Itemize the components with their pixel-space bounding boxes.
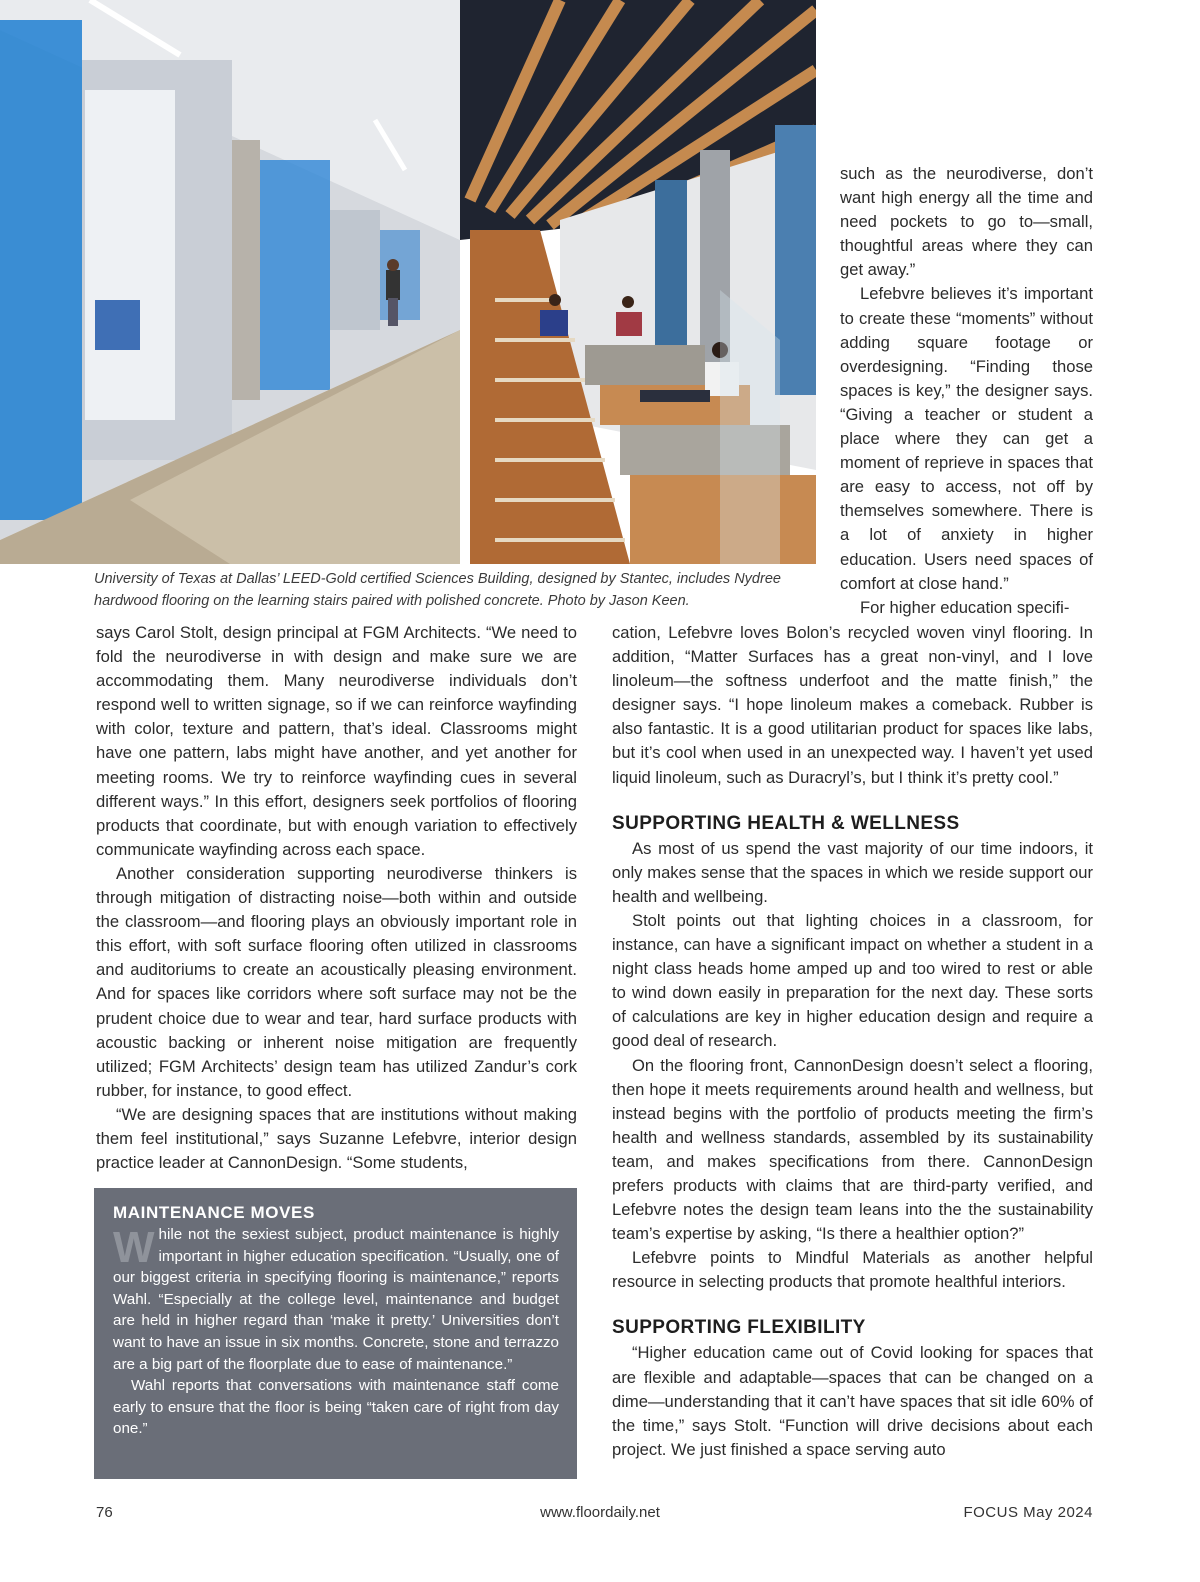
paragraph: As most of us spend the vast majority of our time indoors, it only makes sense that the spaces in which we reside support our health and wellbeing. [612, 838, 1093, 906]
page-number: 76 [96, 1504, 113, 1521]
sidebar-text: hile not the sexiest subject, product maintenance is highly important in higher education specification. “Usually, one of our biggest criteria in specifying flooring is maintenance,” reports Wahl. “Especially at the college level, maintenance and budget are held in higher regard than ‘make it pretty.’ Universities don’t want to have an issue in six months. Concrete, stone and terrazzo are a big part of the floorplate due to ease of maintenance.” [113, 1226, 559, 1373]
building-photo [0, 0, 816, 564]
paragraph: “Higher education came out of Covid looking for spaces that are flexible and adaptable—spaces that can be changed on a dime—understanding that it can’t have spaces that sit idle 60% of the time,” says Stolt. “Function will drive decisions about each project. We just finished a space serving auto [612, 1343, 1093, 1459]
paragraph: Lefebvre believes it’s important to create these “moments” without adding square footage or overdesigning. “Finding those spaces is key,” the designer says. “Giving a teacher or student a place where they can get a moment of reprieve in spaces that are easy to access, not off by themselves somewhere. There is a lot of anxiety in higher education. Users need spaces of comfort at close hand.” [840, 284, 1093, 593]
left-column [96, 621, 577, 1175]
paragraph: cation, Lefebvre loves Bolon’s recycled woven vinyl flooring. In addition, “Matter Surfaces has a great non-vinyl, and I love linoleum—the softness underfoot and the matte finish,” the designer says. “I hope linoleum makes a comeback. Rubber is also fantastic. It is a good utilitarian product for spaces like labs, but it’s cool when used in an unexpected way. I haven’t yet used liquid linoleum, such as Duracryl’s, but I think it’s pretty cool.” [612, 623, 1093, 787]
photo-caption: University of Texas at Dallas’ LEED-Gold certified Sciences Building, designed by Stantec, includes Nydree hardwood flooring on the learning stairs paired with polished concrete. Photo by Jason Keen. [94, 571, 781, 609]
sidebar-paragraph [113, 1224, 559, 1375]
sidebar-title: MAINTENANCE MOVES [113, 1203, 315, 1222]
paragraph: Stolt points out that lighting choices in a classroom, for instance, can have a significant impact on whether a student in a night class heads home amped up and too wired to rest or able to wind down easily in preparation for the next day. These sorts of calculations are key in higher education design and require a good deal of research. [612, 910, 1093, 1051]
drop-cap: W [113, 1223, 155, 1272]
paragraph: says Carol Stolt, design principal at FGM Architects. “We need to fold the neurodiverse in with design and make sure we are accommodating them. Many neurodiverse individuals don’t respond well to written signage, so if we can reinforce wayfinding with color, texture and pattern, that’s ideal. Classrooms might have one pattern, labs might have another, and yet another for meeting rooms. We try to reinforce wayfinding cues in several different ways.” In this effort, designers seek portfolios of flooring products that coordinate, but with enough variation to effectively communicate wayfinding across each space. [96, 623, 577, 859]
paragraph: such as the neurodiverse, don’t want high energy all the time and need pockets to go to—small, thoughtful areas where they can get away.” [840, 164, 1093, 280]
section-heading-health: SUPPORTING HEALTH & WELLNESS [612, 812, 960, 834]
paragraph: For higher education specifi- [860, 597, 1070, 617]
footer-url: www.floordaily.net [540, 1504, 660, 1521]
maintenance-sidebar [94, 1188, 577, 1479]
paragraph: Lefebvre points to Mindful Materials as another helpful resource in selecting products that promote healthful interiors. [612, 1248, 1093, 1292]
right-column [612, 621, 1093, 1462]
paragraph: “We are designing spaces that are institutions without making them feel institutional,” says Suzanne Lefebvre, interior design practice leader at CannonDesign. “Some students, [96, 1104, 577, 1173]
paragraph: On the flooring front, CannonDesign doesn’t select a flooring, then hope it meets requirements around health and wellness, but instead begins with the portfolio of products meeting the firm’s health and wellness standards, assembled by its sustainability team, and makes specifications from there. CannonDesign prefers products with claims that are third-party verified, and Lefebvre notes the design team leans into the the sustainability team’s expertise by asking, “Is there a healthier option?” [612, 1055, 1093, 1244]
paragraph: Another consideration supporting neurodiverse thinkers is through mitigation of distracting noise—both within and outside the classroom—and flooring plays an obviously important role in this effort, with soft surface flooring often utilized in classrooms and auditoriums to create an acoustically pleasing environment. And for spaces like corridors where soft surface may not be the prudent choice due to wear and tear, hard surface products with acoustic backing or inherent noise mitigation are frequently utilized; FGM Architects’ design team has utilized Zandur’s cork rubber, for instance, to good effect. [96, 863, 577, 1100]
sidebar-paragraph: Wahl reports that conversations with maintenance staff come early to ensure that the floor is being “taken care of right from day one.” [113, 1377, 559, 1438]
top-right-column [840, 162, 1093, 620]
section-heading-flexibility: SUPPORTING FLEXIBILITY [612, 1317, 866, 1339]
issue-label: FOCUS May 2024 [963, 1504, 1093, 1521]
